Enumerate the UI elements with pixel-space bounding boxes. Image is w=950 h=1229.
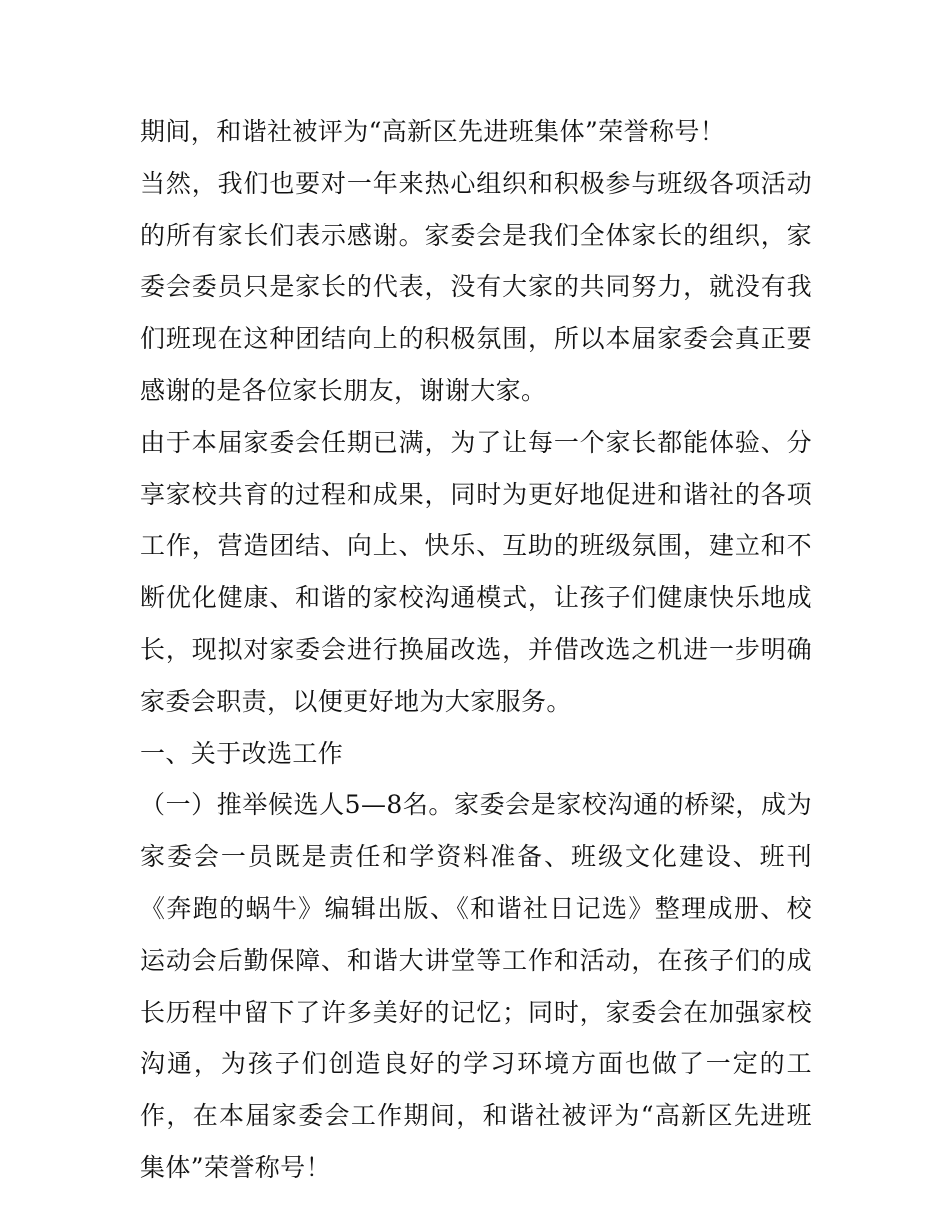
paragraph-opening: 期间，和谐社被评为“高新区先进班集体”荣誉称号！ — [140, 117, 726, 146]
document-body — [140, 106, 812, 1194]
paragraph-candidates: （一）推举候选人5—8名。家委会是家校沟通的桥梁，成为家委会一员既是责任和学资料准备、班级文化建设、班刊《奔跑的蜗牛》编辑出版、《和谐社日记选》整理成册、校运动会后勤保障、和谐大讲堂等工作和活动，在孩子们的成长历程中留下了许多美好的记忆；同时，家委会在加强家校沟通，为孩子们创造良好的学习环境方面也做了一定的工作，在本届家委会工作期间，和谐社被评为“高新区先进班集体”荣誉称号！ — [140, 790, 812, 1182]
section-heading: 一、关于改选工作 — [140, 738, 344, 768]
paragraph-thanks: 当然，我们也要对一年来热心组织和积极参与班级各项活动的所有家长们表示感谢。家委会是我们全体家长的组织，家委会委员只是家长的代表，没有大家的共同努力，就没有我们班现在这种团结向上的积极氛围，所以本届家委会真正要感谢的是各位家长朋友，谢谢大家。 — [140, 168, 812, 405]
paragraph-reelection: 由于本届家委会任期已满，为了让每一个家长都能体验、分享家校共育的过程和成果，同时为更好地促进和谐社的各项工作，营造团结、向上、快乐、互助的班级氛围，建立和不断优化健康、和谐的家校沟通模式，让孩子们健康快乐地成长，现拟对家委会进行换届改选，并借改选之机进一步明确家委会职责，以便更好地为大家服务。 — [140, 427, 812, 716]
